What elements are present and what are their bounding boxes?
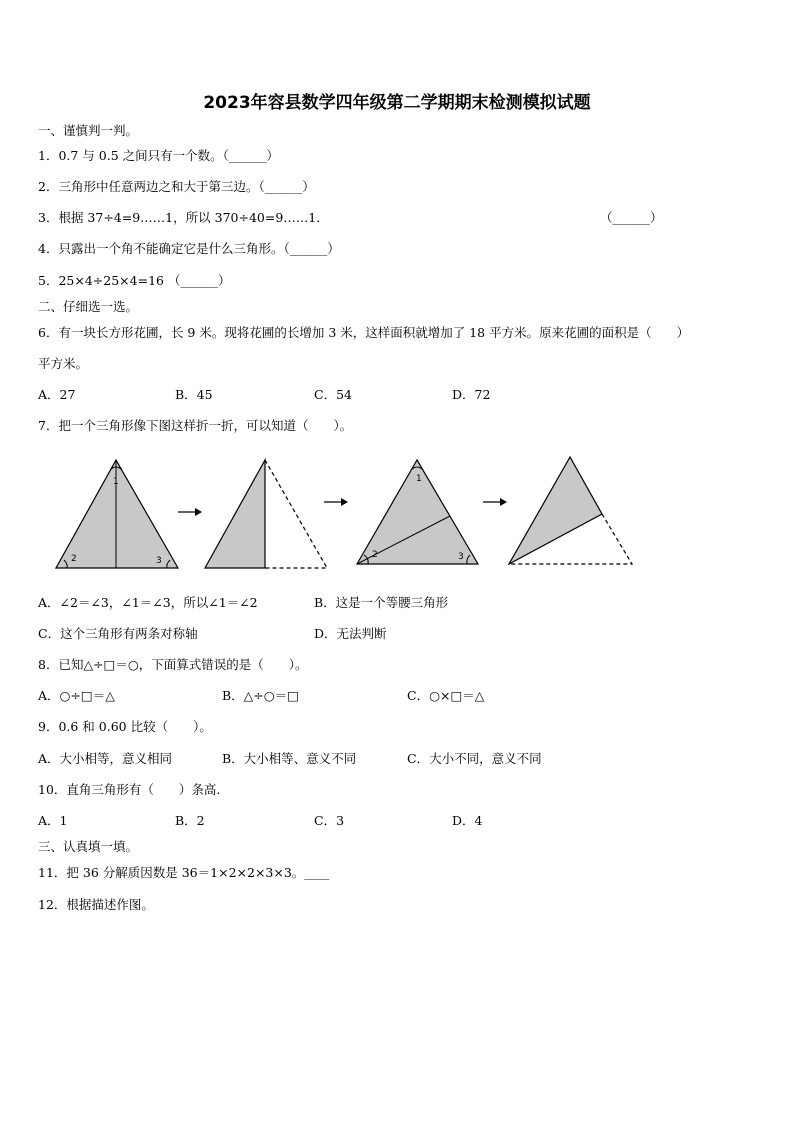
- question-1: 1．0.7 与 0.5 之间只有一个数。（______）: [38, 148, 279, 163]
- page-title: 2023年容县数学四年级第二学期期末检测模拟试题: [203, 93, 591, 113]
- figure-label: 3: [458, 552, 464, 562]
- q6-option-a: A．27: [38, 387, 76, 402]
- q8-option-b: B．△÷○＝□: [222, 688, 299, 703]
- q8-option-a: A．○÷□＝△: [38, 688, 115, 703]
- q6-option-c: C．54: [314, 387, 352, 402]
- q10-option-a: A．1: [38, 813, 68, 828]
- question-11: 11．把 36 分解质因数是 36＝1×2×2×3×3。____: [38, 865, 330, 880]
- figure-label: 2: [372, 550, 378, 560]
- question-6-line-2: 平方米。: [38, 356, 89, 371]
- q10-option-d: D．4: [452, 813, 483, 828]
- q6-option-d: D．72: [452, 387, 491, 402]
- figure-label: 3: [156, 556, 162, 566]
- question-12: 12．根据描述作图。: [38, 897, 154, 912]
- section-1-heading: 一、谨慎判一判。: [38, 123, 139, 138]
- arrow-2-head: [341, 498, 348, 506]
- triangle-2-folded: [205, 460, 265, 568]
- question-4: 4．只露出一个角不能确定它是什么三角形。（______）: [38, 241, 340, 256]
- q9-option-c: C．大小不同，意义不同: [407, 751, 542, 766]
- folding-triangle-figure: [40, 450, 650, 580]
- question-2: 2．三角形中任意两边之和大于第三边。（______）: [38, 179, 315, 194]
- question-8: 8．已知△÷□＝○，下面算式错误的是（ ）。: [38, 657, 308, 672]
- figure-label: 1: [416, 474, 422, 484]
- q7-option-d: D．无法判断: [314, 626, 387, 641]
- q10-option-b: B．2: [175, 813, 205, 828]
- question-3-blank: （______）: [600, 210, 663, 225]
- question-6-line-1: 6．有一块长方形花圃，长 9 米。现将花圃的长增加 3 米，这样面积就增加了 18 平方米。原来花圃的面积是（ ）: [38, 325, 690, 340]
- question-10: 10．直角三角形有（ ）条高.: [38, 782, 221, 797]
- triangle-4-folded: [509, 457, 602, 564]
- q9-option-a: A．大小相等，意义相同: [38, 751, 173, 766]
- q6-option-b: B．45: [175, 387, 213, 402]
- figure-label: 1: [113, 477, 119, 487]
- question-9: 9．0.6 和 0.60 比较（ ）。: [38, 719, 212, 734]
- figure-label: 2: [71, 554, 77, 564]
- q7-option-c: C．这个三角形有两条对称轴: [38, 626, 198, 641]
- q10-option-c: C．3: [314, 813, 345, 828]
- arrow-1-head: [195, 508, 202, 516]
- q7-option-b: B．这是一个等腰三角形: [314, 595, 449, 610]
- section-3-heading: 三、认真填一填。: [38, 839, 139, 854]
- q9-option-b: B．大小相等、意义不同: [222, 751, 357, 766]
- question-7: 7．把一个三角形像下图这样折一折，可以知道（ ）。: [38, 418, 353, 433]
- q8-option-c: C．○×□＝△: [407, 688, 485, 703]
- triangle-2-dashed: [265, 460, 327, 568]
- question-3: 3．根据 37÷4=9……1，所以 370÷40=9……1．: [38, 210, 329, 225]
- section-2-heading: 二、仔细选一选。: [38, 299, 139, 314]
- arrow-3-head: [500, 498, 507, 506]
- question-5: 5．25×4÷25×4=16 （______）: [38, 273, 231, 288]
- q7-option-a: A．∠2＝∠3，∠1＝∠3，所以∠1＝∠2: [38, 595, 258, 610]
